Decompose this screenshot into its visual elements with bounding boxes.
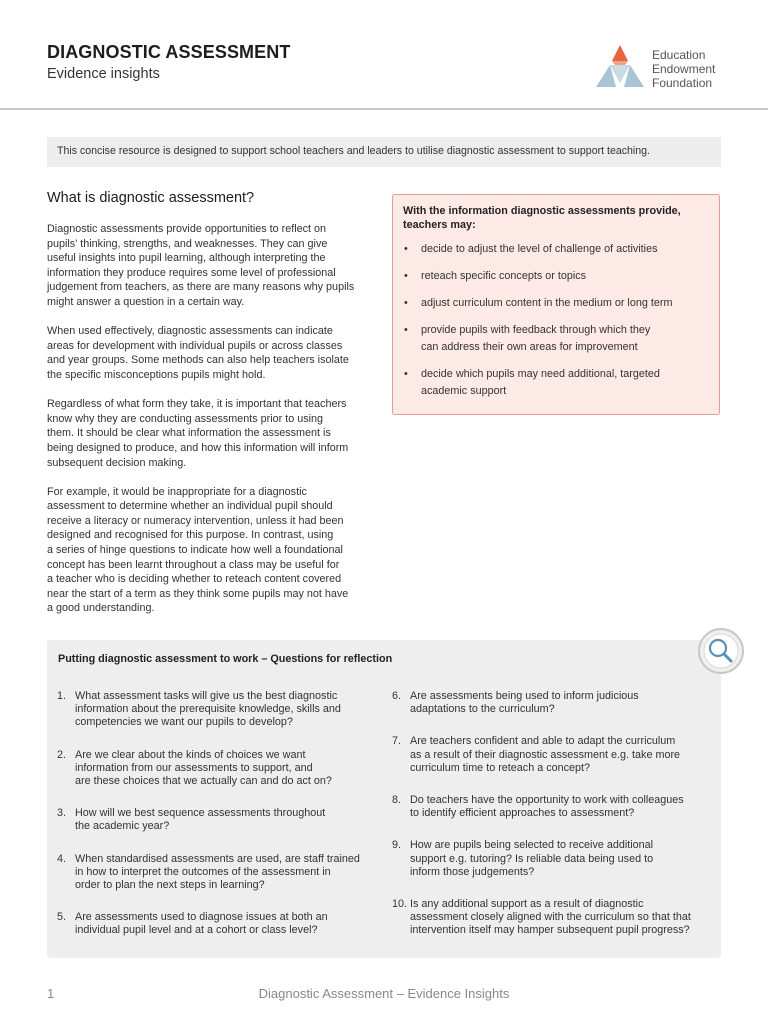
question-line: information about the prerequisite knowledge, skills and [75, 703, 341, 716]
question-line: in how to interpret the outcomes of the assessment in [75, 865, 331, 878]
question-line: How will we best sequence assessments throughout [75, 807, 326, 820]
body-line: might answer a question in a certain way. [47, 295, 245, 308]
callout-item [393, 268, 713, 285]
callout-item [393, 322, 713, 356]
reflection-question [47, 911, 387, 937]
callout-item [393, 295, 713, 312]
document-title: DIAGNOSTIC ASSESSMENT [47, 42, 291, 62]
body-line: know why they are conducting assessments prior to using [47, 412, 324, 425]
question-number: 1. [57, 690, 67, 702]
body-text [47, 222, 373, 631]
question-line: information from our assessments to support, and [75, 761, 313, 774]
body-line: receive a literacy or numeracy intervention, unless it had been [47, 514, 344, 527]
body-line: assessment to determine whether an individual pupil should [47, 500, 333, 513]
bullet-icon: • [404, 270, 408, 282]
reflection-question [382, 839, 722, 879]
question-line: adaptations to the curriculum? [410, 703, 555, 716]
question-number: 2. [57, 748, 67, 761]
question-line: competencies we want our pupils to develop? [75, 716, 293, 729]
body-paragraph [47, 485, 373, 616]
reflection-questions-left [47, 690, 387, 938]
question-line: When standardised assessments are used, are staff trained [75, 852, 360, 865]
bullet-icon: • [404, 368, 408, 380]
question-number: 6. [392, 690, 402, 702]
question-line: assessment closely aligned with the curriculum so that that [410, 911, 691, 924]
question-line: Is any additional support as a result of diagnostic [410, 898, 644, 911]
callout-item-line: adjust curriculum content in the medium or long term [421, 297, 673, 309]
question-line: intervention itself may hamper subsequent pupil progress? [410, 924, 690, 937]
question-line: are these choices that we actually can and do act on? [75, 775, 332, 788]
body-line: a good understanding. [47, 602, 155, 615]
magnifier-icon [698, 628, 744, 674]
bullet-icon: • [404, 324, 408, 336]
callout-item [393, 366, 713, 400]
intro-banner [47, 137, 721, 167]
body-line: For example, it would be inappropriate for a diagnostic [47, 485, 307, 498]
body-line: information they produce requires some level of professional [47, 266, 336, 279]
question-line: Are assessments used to diagnose issues at both an [75, 911, 328, 924]
callout-heading: With the information diagnostic assessments provide, teachers may: [403, 205, 681, 231]
question-line: Do teachers have the opportunity to work with colleagues [410, 794, 684, 807]
question-line: How are pupils being selected to receive additional [410, 839, 654, 852]
question-number: 3. [57, 807, 67, 820]
question-line: support e.g. tutoring? Is reliable data being used to [410, 852, 654, 865]
question-line: Are we clear about the kinds of choices we want [75, 748, 306, 761]
question-line: as a result of their diagnostic assessment e.g. take more [410, 748, 681, 761]
body-line: concept has been learnt throughout a class may be useful for [47, 558, 340, 571]
question-number: 4. [57, 852, 67, 865]
reflection-question [382, 735, 722, 775]
question-number: 5. [57, 911, 67, 924]
body-line: judgement from teachers, as there are many reasons why pupils [47, 281, 355, 294]
body-line: pupils' thinking, strengths, and weaknesses. They can give [47, 237, 328, 250]
callout-item-line: can address their own areas for improvement [421, 341, 638, 353]
reflection-question [47, 807, 387, 833]
body-line: designed and recognised for this purpose. In contrast, using [47, 529, 334, 542]
callout-item-line: decide which pupils may need additional, targeted [421, 368, 660, 380]
callout-item-line: decide to adjust the level of challenge of activities [421, 243, 658, 255]
logo-line-education: Education [652, 48, 706, 62]
body-line: being designed to produce, and how this information will inform [47, 441, 349, 454]
document-subtitle: Evidence insights [47, 66, 160, 82]
body-line: the specific misconceptions pupils might hold. [47, 368, 266, 381]
logo-line-foundation: Foundation [652, 76, 713, 90]
body-line: Diagnostic assessments provide opportunities to reflect on [47, 223, 327, 235]
logo-line-endowment: Endowment [652, 62, 716, 76]
question-line: Are assessments being used to inform judicious [410, 690, 639, 702]
body-line: and year groups. Some methods can also help teachers isolate [47, 354, 349, 367]
page-number: 1 [47, 986, 55, 1001]
body-line: useful insights into pupil learning, although interpreting the [47, 252, 326, 265]
callout-box [392, 194, 720, 415]
section-heading: What is diagnostic assessment? [47, 190, 255, 206]
question-line: to identify efficient approaches to assessment? [410, 807, 635, 820]
bullet-icon: • [404, 243, 408, 255]
reflection-question [382, 690, 722, 716]
body-line: Regardless of what form they take, it is important that teachers [47, 398, 347, 411]
reflection-question [47, 690, 387, 730]
reflection-question [382, 794, 722, 820]
callout-item-line: academic support [421, 385, 507, 397]
body-line: near the start of a term as they think some pupils may not have [47, 587, 349, 600]
reflection-question [382, 898, 722, 938]
question-number: 7. [392, 735, 402, 748]
question-number: 8. [392, 794, 402, 807]
body-line: a teacher who is deciding whether to reteach content covered [47, 573, 342, 586]
eef-triangle-logo-icon [596, 43, 644, 89]
callout-item [393, 241, 713, 258]
body-line: subsequent decision making. [47, 456, 187, 469]
question-line: the academic year? [75, 820, 170, 833]
question-number: 10. [392, 898, 408, 911]
reflection-question [47, 749, 387, 789]
question-line: Are teachers confident and able to adapt the curriculum [410, 735, 676, 748]
callout-list [393, 241, 713, 410]
footer-title: Diagnostic Assessment – Evidence Insights [258, 986, 510, 1001]
question-line: order to plan the next steps in learning? [75, 879, 265, 892]
logo-wordmark [652, 48, 715, 90]
page-header [0, 0, 768, 108]
eef-logo[interactable] [596, 43, 736, 91]
callout-item-line: provide pupils with feedback through which they [421, 324, 651, 336]
question-line: What assessment tasks will give us the best diagnostic [75, 690, 338, 702]
question-line: individual pupil level and at a cohort or class level? [75, 924, 318, 937]
body-line: them. It should be clear what information the assessment is [47, 427, 331, 440]
reflection-heading: Putting diagnostic assessment to work – Questions for reflection [58, 653, 393, 665]
body-line: a series of hinge questions to indicate how well a foundational [47, 544, 343, 557]
body-line: areas for development with individual pupils or across classes [47, 339, 343, 352]
body-paragraph [47, 397, 373, 470]
reflection-question [47, 853, 387, 893]
body-paragraph [47, 222, 373, 310]
header-divider [0, 108, 768, 110]
question-line: curriculum time to reteach a concept? [410, 761, 591, 774]
body-paragraph [47, 324, 373, 382]
callout-item-line: reteach specific concepts or topics [421, 270, 587, 282]
body-line: When used effectively, diagnostic assessments can indicate [47, 325, 333, 338]
bullet-icon: • [404, 297, 408, 309]
question-number: 9. [392, 839, 402, 852]
reflection-questions-right [382, 690, 722, 938]
question-line: inform those judgements? [410, 865, 535, 878]
intro-text: This concise resource is designed to support school teachers and leaders to utilise diagnostic assessment to support teaching. [57, 145, 650, 157]
